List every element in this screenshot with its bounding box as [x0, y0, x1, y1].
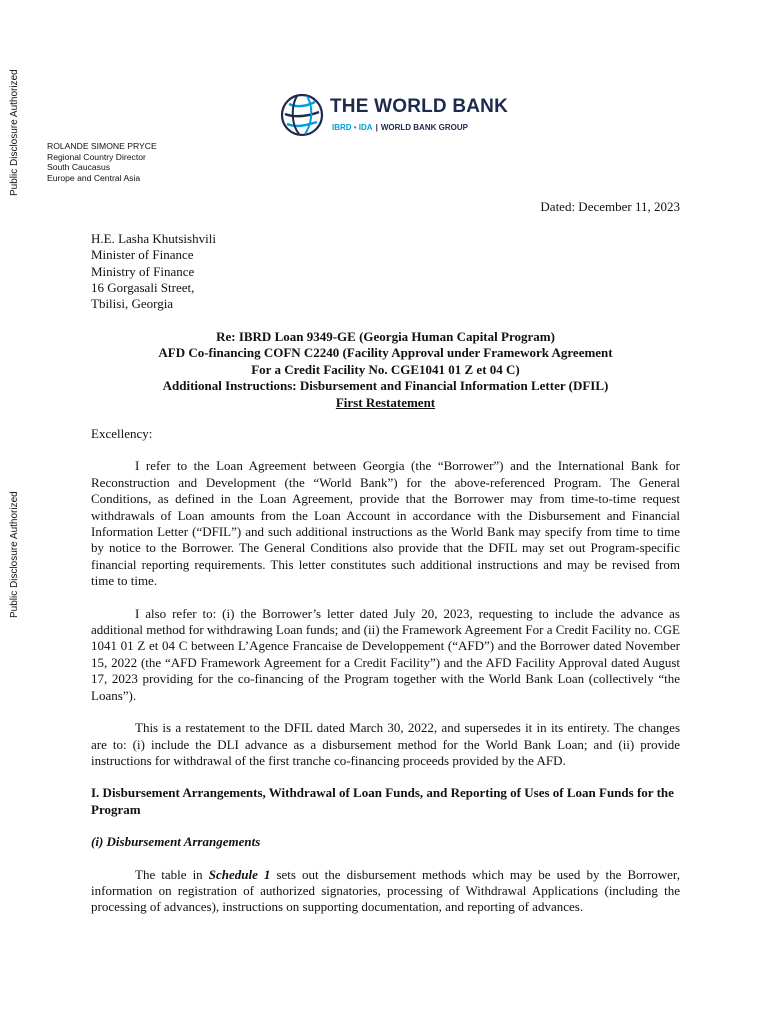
- recipient-address: [91, 231, 216, 312]
- paragraph-4-prefix: The table in: [135, 866, 209, 882]
- recipient-city: Tbilisi, Georgia: [91, 296, 174, 312]
- sender-area: Europe and Central Asia: [47, 173, 141, 184]
- sender-block: [47, 141, 157, 184]
- letter-date: Dated: December 11, 2023: [540, 199, 680, 214]
- subject-line-5: First Restatement: [335, 394, 436, 410]
- logo-ibrd-ida: IBRD • IDA: [332, 123, 373, 132]
- globe-icon: [279, 92, 325, 138]
- paragraph-2: I also refer to: (i) the Borrower’s letter dated July 20, 2023, requesting to include the advance as additional method for withdrawing Loan funds; and (ii) the Framework Agreement For a Credit Facility no. CGE 1041 01 Z et 04 C between L’Agence Francaise de Developpement (“AFD”) and the Borrower dated November 15, 2022 (the “AFD Framework Agreement for a Credit Facility”) and the AFD Facility Approval dated August 17, 2023 providing for the co-financing of the Program together with the World Bank Loan (collectively “the Loans”).: [91, 605, 680, 703]
- public-disclosure-label-middle: Public Disclosure Authorized: [9, 491, 20, 618]
- subject-line-3: For a Credit Facility No. CGE1041 01 Z et 04 C): [251, 361, 520, 377]
- paragraph-3: This is a restatement to the DFIL dated March 30, 2022, and supersedes it in its entirety. The changes are to: (i) include the DLI advance as a disbursement method for the World Bank Loan; and (ii) provide instructions for withdrawal of the first tranche co-financing proceeds provided by the AFD.: [91, 720, 680, 768]
- letter-body: [91, 426, 680, 932]
- sender-title: Regional Country Director: [47, 151, 146, 162]
- salutation: Excellency:: [91, 426, 153, 441]
- logo-separator: |: [375, 123, 378, 132]
- subject-line-1: Re: IBRD Loan 9349-GE (Georgia Human Capital Program): [216, 329, 555, 344]
- recipient-name: H.E. Lasha Khutsishvili: [91, 231, 216, 246]
- logo-group: WORLD BANK GROUP: [380, 123, 468, 132]
- schedule-reference: Schedule 1: [208, 866, 271, 882]
- recipient-position: Minister of Finance: [91, 247, 194, 263]
- paragraph-1: I refer to the Loan Agreement between Georgia (the “Borrower”) and the International Bank for Reconstruction and Development (the “World Bank”) for the above-referenced Program. The General Conditions, as defined in the Loan Agreement, provide that the Borrower may from time-to-time request withdrawals of Loan amounts from the Loan Account in accordance with the Disbursement and Financial Information Letter (“DFIL”) and such additional instructions as the World Bank may specify from time to time by notice to the Borrower. The General Conditions also provide that the DFIL may set out Program-specific financial reporting requirements. This letter constitutes such additional instructions and may be revised from time to time.: [91, 458, 680, 589]
- subject-line-2: AFD Co-financing COFN C2240 (Facility Approval under Framework Agreement: [158, 345, 613, 361]
- logo-title: THE WORLD BANK: [330, 96, 509, 117]
- subject-block: [91, 329, 680, 411]
- world-bank-logo: [279, 92, 519, 142]
- paragraph-4: [91, 867, 680, 916]
- sender-name: ROLANDE SIMONE PRYCE: [47, 141, 157, 151]
- public-disclosure-label-top: Public Disclosure Authorized: [9, 69, 20, 196]
- sender-region: South Caucasus: [47, 162, 111, 173]
- section-heading: I. Disbursement Arrangements, Withdrawal of Loan Funds, and Reporting of Uses of Loan Funds for the Program: [91, 785, 674, 817]
- paragraph-4-rest: sets out the disbursement methods which may be used by the Borrower, information on registration of authorized signatories, processing of Withdrawal Applications (including the processing of advances), instructions on supporting documentation, and reporting of advances.: [91, 866, 680, 915]
- recipient-organization: Ministry of Finance: [91, 263, 195, 279]
- recipient-street: 16 Gorgasali Street,: [91, 279, 195, 295]
- logo-subtitle: [332, 123, 468, 132]
- subsection-heading: (i) Disbursement Arrangements: [91, 834, 261, 850]
- subject-line-4: Additional Instructions: Disbursement and Financial Information Letter (DFIL): [162, 378, 609, 394]
